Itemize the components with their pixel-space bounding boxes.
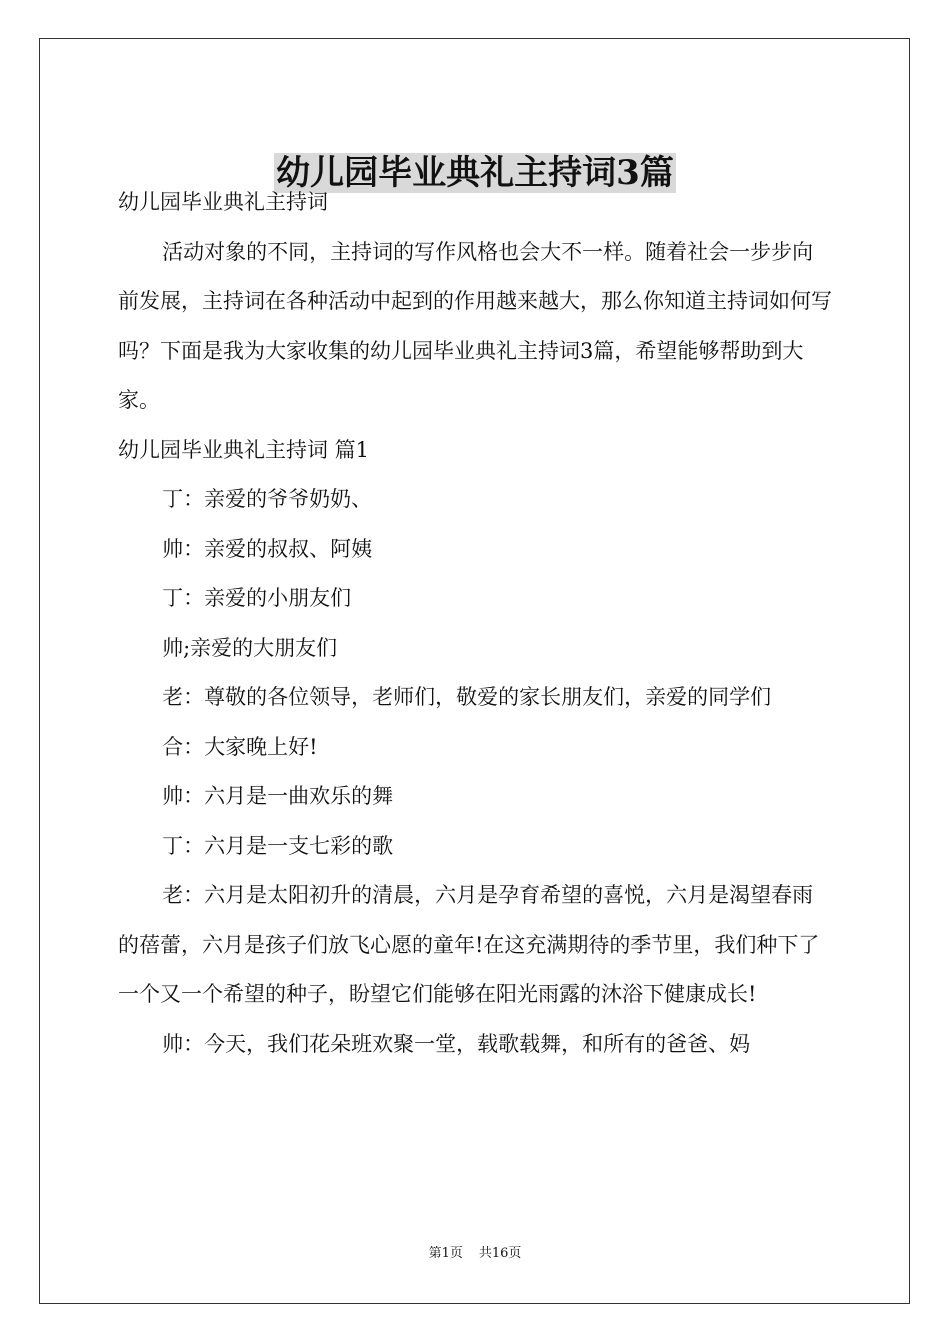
page-number: 第1页 (428, 1246, 463, 1261)
paragraph: 老：尊敬的各位领导，老师们，敬爱的家长朋友们，亲爱的同学们 (162, 685, 772, 709)
paragraph: 老：六月是太阳初升的清晨，六月是孕育希望的喜悦，六月是渴望春雨的蓓蕾，六月是孩子们放飞心愿的童年!在这充满期待的季节里，我们种下了一个又一个希望的种子，盼望它们能够在阳光雨露的沐浴下健康成长! (118, 883, 820, 1006)
paragraph: 幼儿园毕业典礼主持词 篇1 (118, 437, 370, 462)
paragraph: 幼儿园毕业典礼主持词 (118, 190, 328, 214)
page-total: 共16页 (478, 1246, 522, 1261)
paragraph: 丁：亲爱的小朋友们 (162, 586, 352, 610)
document-title-text: 幼儿园毕业典礼主持词3篇 (276, 152, 674, 193)
paragraph: 合：大家晚上好! (162, 734, 318, 759)
paragraph: 丁：六月是一支七彩的歌 (162, 833, 394, 858)
paragraph: 活动对象的不同，主持词的写作风格也会大不一样。随着社会一步步向前发展，主持词在各种活动中起到的作用越来越大，那么你知道主持词如何写吗？下面是我为大家收集的幼儿园毕业典礼主持词3篇，希望能够帮助到大家。 (118, 239, 832, 412)
paragraph: 帅：亲爱的叔叔、阿姨 (162, 536, 373, 561)
paragraph: 丁：亲爱的爷爷奶奶、 (162, 487, 373, 511)
document-body (118, 178, 834, 1069)
paragraph: 帅：六月是一曲欢乐的舞 (162, 784, 394, 808)
page-footer (0, 1244, 950, 1264)
paragraph: 帅：今天，我们花朵班欢聚一堂，载歌载舞，和所有的爸爸、妈 (162, 1031, 751, 1056)
paragraph: 帅;亲爱的大朋友们 (162, 635, 338, 660)
